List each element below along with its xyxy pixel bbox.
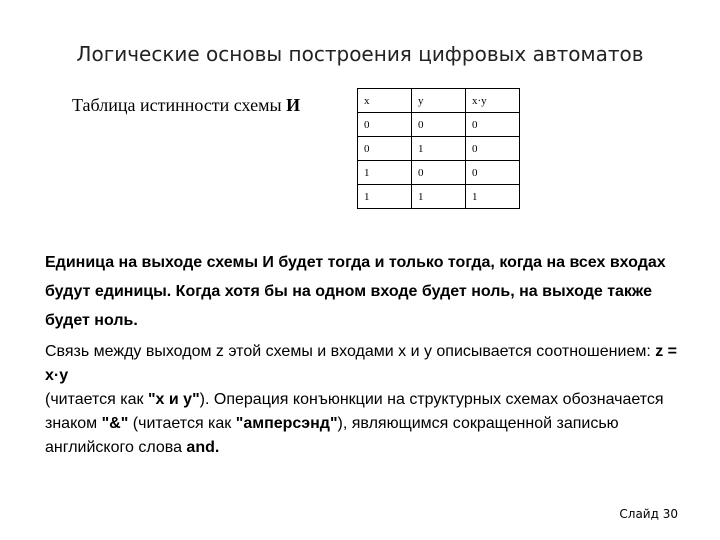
truth-table bbox=[357, 88, 520, 209]
table-cell: 0 bbox=[358, 137, 412, 161]
table-row bbox=[358, 185, 520, 209]
table-header-row bbox=[358, 89, 520, 113]
caption-prefix: Таблица истинности схемы bbox=[72, 95, 287, 115]
conjunction-description bbox=[45, 340, 685, 460]
table-cell: 0 bbox=[466, 113, 520, 137]
caption-bold: И bbox=[286, 95, 301, 115]
formula: z = x·y bbox=[45, 343, 678, 384]
table-cell: 0 bbox=[466, 137, 520, 161]
table-cell: 0 bbox=[358, 113, 412, 137]
table-caption bbox=[72, 95, 300, 116]
table-row bbox=[358, 113, 520, 137]
table-cell: 1 bbox=[358, 185, 412, 209]
table-cell: 1 bbox=[412, 185, 466, 209]
para-text: Связь между выходом z этой схемы и входами x и y описывается соотношением: bbox=[45, 343, 656, 360]
header-y: y bbox=[412, 89, 466, 113]
para-text: (читается как bbox=[128, 415, 236, 432]
para-text: ). Операция конъюнкции на структурных схемах обозначается знаком bbox=[45, 391, 664, 432]
table-cell: 0 bbox=[466, 161, 520, 185]
table-row bbox=[358, 161, 520, 185]
ampersand-symbol: "&" bbox=[101, 415, 129, 432]
table-cell: 1 bbox=[412, 137, 466, 161]
table-row bbox=[358, 137, 520, 161]
slide-title: Логические основы построения цифровых автоматов bbox=[76, 42, 644, 66]
reading-x-and-y: "x и y" bbox=[147, 391, 200, 408]
and-gate-description: Единица на выходе схемы И будет тогда и только тогда, когда на всех входах будут единицы. Когда хотя бы на одном входе будет ноль, на выходе также будет ноль. bbox=[45, 254, 666, 329]
header-xy: x·y bbox=[466, 89, 520, 113]
table-cell: 1 bbox=[466, 185, 520, 209]
header-x: x bbox=[358, 89, 412, 113]
para-text: (читается как bbox=[45, 391, 148, 408]
slide-number: Слайд 30 bbox=[619, 507, 678, 521]
table-cell: 0 bbox=[412, 161, 466, 185]
reading-ampersand: "амперсэнд" bbox=[235, 415, 338, 432]
table-cell: 0 bbox=[412, 113, 466, 137]
table-cell: 1 bbox=[358, 161, 412, 185]
para-text: ), являющимся сокращенной записью английского слова bbox=[45, 415, 619, 456]
english-word: and. bbox=[186, 439, 220, 456]
